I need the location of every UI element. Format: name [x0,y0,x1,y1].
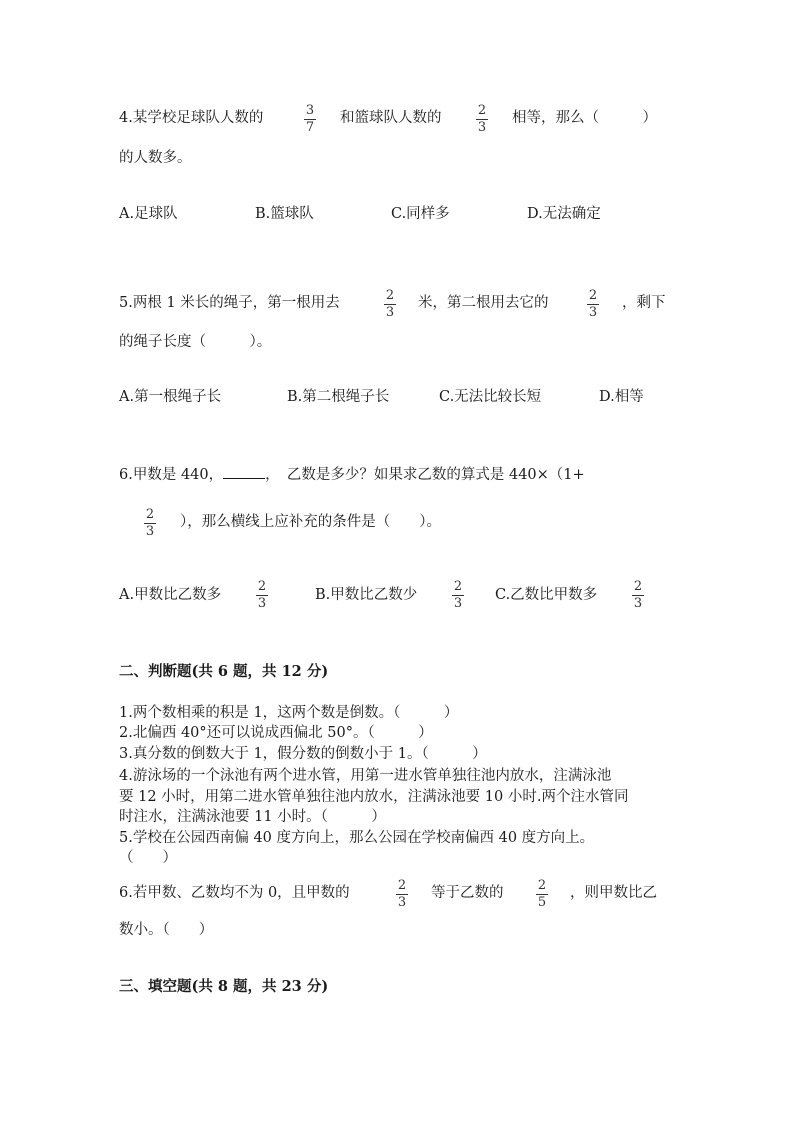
q6-option-a: A.甲数比乙数多 [119,587,222,603]
q5-text-part2: 米，第二根用去它的 [418,295,549,311]
fraction-numerator: 2 [477,103,487,118]
judge-item-4-line2: 要 12 小时，用第二进水管单独往池内放水，注满泳池要 10 小时.两个注水管同 [119,789,629,805]
fraction-numerator: 2 [385,288,395,303]
judge-item-5-line2: （ ） [119,850,177,866]
judge-item-6-line2: 数小。（ ） [119,922,214,938]
fraction-denominator: 3 [477,120,487,135]
judge-item-6-fraction-2 [534,879,550,910]
q5-text-line2: 的绳子长度（ ）。 [119,334,272,350]
q5-fraction-2 [585,289,601,320]
q6-option-a-fraction [254,580,270,611]
q6-fill-blank [223,464,265,479]
fraction-numerator: 2 [537,878,547,893]
fraction-denominator: 3 [633,596,643,611]
fraction-numerator: 2 [397,878,407,893]
q4-text-part1: 4.某学校足球队人数的 [119,110,264,126]
q4-option-b: B.篮球队 [255,206,314,222]
section3-title: 三、填空题(共 8 题，共 23 分) [119,978,329,995]
judge-item-6-fraction-1 [394,879,410,910]
judge-item-6-part1: 6.若甲数、乙数均不为 0，且甲数的 [119,885,350,901]
fraction-denominator: 3 [588,305,598,320]
q5-fraction-1 [382,289,398,320]
judge-item-4-line1: 4.游泳场的一个泳池有两个进水管，用第一进水管单独往池内放水，注满泳池 [119,768,612,784]
q6-text-part2: ， 乙数是多少？如果求乙数的算式是 440×（1+ [265,467,585,483]
q4-fraction-2 [474,104,490,135]
q6-option-b: B.甲数比乙数少 [315,587,418,603]
q6-option-b-fraction [450,580,466,611]
section2-title: 二、判断题(共 6 题，共 12 分) [119,663,329,680]
fraction-numerator: 2 [145,507,155,522]
judge-item-6-part2: 等于乙数的 [431,885,504,901]
fraction-denominator: 3 [397,895,407,910]
fraction-denominator: 5 [537,895,547,910]
fraction-numerator: 2 [257,579,267,594]
fraction-numerator: 2 [453,579,463,594]
judge-item-6-part3: ，则甲数比乙 [570,885,657,901]
q6-text-line1 [119,464,585,485]
fraction-denominator: 3 [145,524,155,539]
fraction-denominator: 3 [453,596,463,611]
q6-text-part1: 6.甲数是 440， [119,467,224,483]
judge-item-3: 3.真分数的倒数大于 1，假分数的倒数小于 1。（ ） [119,746,487,762]
judge-item-4-line3: 时注水，注满泳池要 11 小时。（ ） [119,809,386,825]
judge-item-5-line1: 5.学校在公园西南偏 40 度方向上，那么公园在学校南偏西 40 度方向上。 [119,830,595,846]
fraction-numerator: 3 [305,103,315,118]
q4-text-part3: 相等，那么（ ） [512,110,657,126]
q5-option-b: B.第二根绳子长 [287,389,390,405]
q4-option-a: A.足球队 [119,206,178,222]
q4-option-c: C.同样多 [391,206,450,222]
q4-text-part2: 和篮球队人数的 [340,110,442,126]
judge-item-1: 1.两个数相乘的积是 1，这两个数是倒数。（ ） [119,705,459,721]
q4-text-line2: 的人数多。 [119,150,192,166]
fraction-numerator: 2 [633,579,643,594]
fraction-numerator: 2 [588,288,598,303]
q6-option-c-fraction [630,580,646,611]
q5-option-a: A.第一根绳子长 [119,389,222,405]
q5-option-d: D.相等 [599,389,644,405]
q4-option-d: D.无法确定 [527,206,601,222]
q4-fraction-1 [302,104,318,135]
q6-option-c: C.乙数比甲数多 [495,587,598,603]
q6-fraction-1 [142,508,158,539]
q5-text-part3: ，剩下 [622,295,666,311]
fraction-denominator: 3 [385,305,395,320]
q5-option-c: C.无法比较长短 [439,389,542,405]
q6-text-line2: ），那么横线上应补充的条件是（ ）。 [180,514,441,530]
judge-item-2: 2.北偏西 40°还可以说成西偏北 50°。（ ） [119,725,433,741]
fraction-denominator: 7 [305,120,315,135]
q5-text-part1: 5.两根 1 米长的绳子，第一根用去 [119,295,340,311]
fraction-denominator: 3 [257,596,267,611]
